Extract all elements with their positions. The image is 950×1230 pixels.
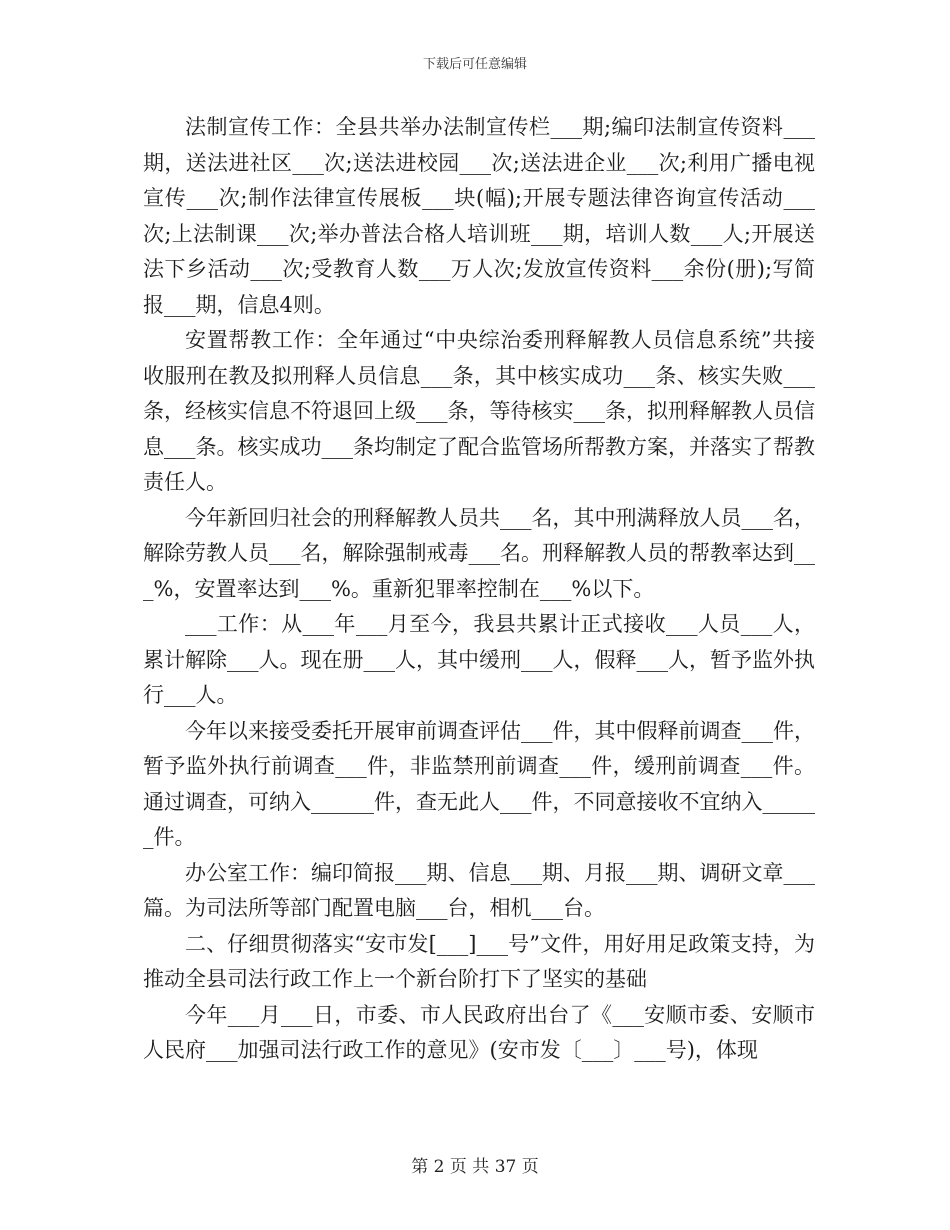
document-body bbox=[143, 110, 815, 1069]
paragraph-community-correction: ___工作：从___年___月至今，我县共累计正式接收___人员___人，累计解除___人。现在册___人，其中缓刑___人，假释___人，暂予监外执行___人。 bbox=[143, 612, 815, 707]
paragraph-pretrial-investigation: 今年以来接受委托开展审前调查评估___件，其中假释前调查___件，暂予监外执行前调查___件，非监禁刑前调查___件，缓刑前调查___件。通过调查，可纳入______件，查无此人___件，不同意接收不宜纳入______件。 bbox=[143, 718, 815, 849]
paragraph-city-policy: 今年___月___日，市委、市人民政府出台了《___安顺市委、安顺市人民府___加强司法行政工作的意见》(安市发〔___〕___号)，体现 bbox=[143, 1002, 815, 1062]
paragraph-office-work: 办公室工作：编印简报___期、信息___期、月报___期、调研文章___篇。为司法所等部门配置电脑___台，相机___台。 bbox=[143, 860, 815, 920]
paragraph-resettlement: 安置帮教工作：全年通过“中央综治委刑释解教人员信息系统”共接收服刑在教及拟刑释人员信息___条，其中核实成功___条、核实失败___条，经核实信息不符退回上级___条，等待核实___条，拟刑释解教人员信息___条。核实成功___条均制定了配合监管场所帮教方案，并落实了帮教责任人。 bbox=[143, 328, 815, 494]
paragraph-section-heading: 二、仔细贯彻落实“安市发[___]___号”文件，用好用足政策支持，为推动全县司法行政工作上一个新台阶打下了坚实的基础 bbox=[143, 931, 815, 991]
page-number: 第 2 页 共 37 页 bbox=[411, 1157, 539, 1177]
paragraph-legal-publicity: 法制宣传工作：全县共举办法制宣传栏___期;编印法制宣传资料___期，送法进社区___次;送法进校园___次;送法进企业___次;利用广播电视宣传___次;制作法律宣传展板___块(幅);开展专题法律咨询宣传活动___次;上法制课___次;举办普法合格人培训班___期，培训人数___人;开展送法下乡活动___次;受教育人数___万人次;发放宣传资料___余份(册);写简报___期，信息4则。 bbox=[143, 115, 815, 317]
page-header: 下载后可任意编辑 bbox=[422, 57, 527, 72]
paragraph-released-persons: 今年新回归社会的刑释解教人员共___名，其中刑满释放人员___名，解除劳教人员___名，解除强制戒毒___名。刑释解教人员的帮教率达到___%，安置率达到___%。重新犯罪率控制在___%以下。 bbox=[143, 505, 815, 601]
